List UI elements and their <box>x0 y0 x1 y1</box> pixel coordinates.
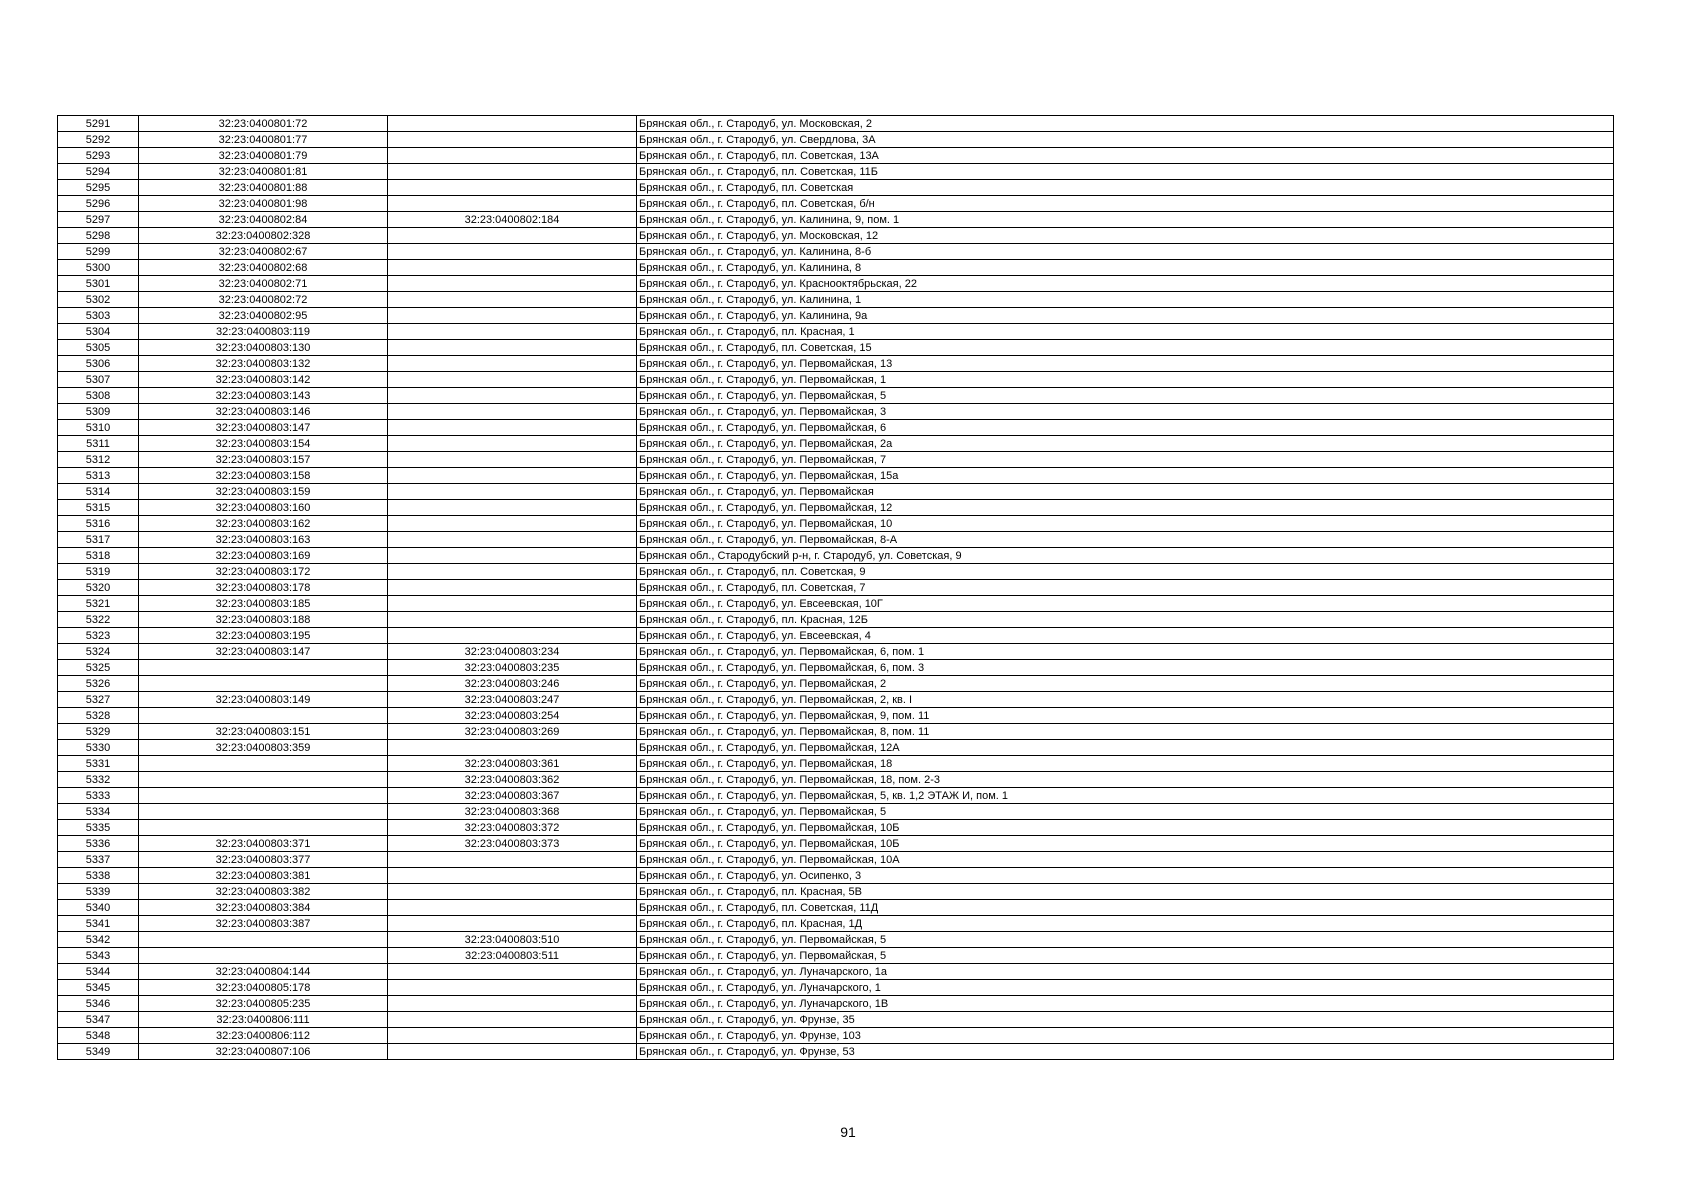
building-number-cell: 32:23:0400803:373 <box>388 836 637 852</box>
table-row <box>58 660 1614 676</box>
building-number-cell: 32:23:0400803:246 <box>388 676 637 692</box>
cadastral-number-cell <box>139 676 388 692</box>
cadastral-number-cell: 32:23:0400803:384 <box>139 900 388 916</box>
address-cell: Брянская обл., г. Стародуб, ул. Первомайская, 2 <box>637 676 1614 692</box>
address-cell: Брянская обл., г. Стародуб, ул. Первомайская, 2а <box>637 436 1614 452</box>
building-number-cell <box>388 564 637 580</box>
building-number-cell <box>388 452 637 468</box>
table-row <box>58 148 1614 164</box>
building-number-cell <box>388 308 637 324</box>
cadastral-number-cell: 32:23:0400803:119 <box>139 324 388 340</box>
row-number-cell: 5302 <box>58 292 139 308</box>
table-row <box>58 1012 1614 1028</box>
row-number-cell: 5324 <box>58 644 139 660</box>
building-number-cell: 32:23:0400803:511 <box>388 948 637 964</box>
address-cell: Брянская обл., г. Стародуб, ул. Калинина, 8 <box>637 260 1614 276</box>
building-number-cell <box>388 244 637 260</box>
building-number-cell: 32:23:0400803:269 <box>388 724 637 740</box>
address-cell: Брянская обл., г. Стародуб, ул. Первомайская, 13 <box>637 356 1614 372</box>
table-row <box>58 692 1614 708</box>
row-number-cell: 5303 <box>58 308 139 324</box>
building-number-cell <box>388 164 637 180</box>
address-cell: Брянская обл., г. Стародуб, ул. Евсеевская, 4 <box>637 628 1614 644</box>
row-number-cell: 5305 <box>58 340 139 356</box>
row-number-cell: 5333 <box>58 788 139 804</box>
cadastral-number-cell: 32:23:0400801:98 <box>139 196 388 212</box>
table-row <box>58 740 1614 756</box>
table-row <box>58 500 1614 516</box>
address-cell: Брянская обл., г. Стародуб, ул. Калинина, 9, пом. 1 <box>637 212 1614 228</box>
building-number-cell <box>388 484 637 500</box>
table-row <box>58 788 1614 804</box>
cadastral-number-cell: 32:23:0400802:328 <box>139 228 388 244</box>
building-number-cell <box>388 324 637 340</box>
address-cell: Брянская обл., г. Стародуб, ул. Первомайская, 18, пом. 2-3 <box>637 772 1614 788</box>
row-number-cell: 5318 <box>58 548 139 564</box>
cadastral-number-cell: 32:23:0400801:79 <box>139 148 388 164</box>
address-cell: Брянская обл., г. Стародуб, пл. Красная, 12Б <box>637 612 1614 628</box>
cadastral-number-cell: 32:23:0400803:132 <box>139 356 388 372</box>
address-cell: Брянская обл., г. Стародуб, ул. Фрунзе, 35 <box>637 1012 1614 1028</box>
cadastral-number-cell <box>139 788 388 804</box>
table-row <box>58 340 1614 356</box>
cadastral-number-cell: 32:23:0400803:146 <box>139 404 388 420</box>
cadastral-number-cell: 32:23:0400806:111 <box>139 1012 388 1028</box>
row-number-cell: 5331 <box>58 756 139 772</box>
cadastral-number-cell: 32:23:0400803:178 <box>139 580 388 596</box>
building-number-cell <box>388 1044 637 1060</box>
table-row <box>58 676 1614 692</box>
cadastral-number-cell: 32:23:0400803:160 <box>139 500 388 516</box>
building-number-cell <box>388 148 637 164</box>
table-row <box>58 836 1614 852</box>
table-row <box>58 772 1614 788</box>
address-cell: Брянская обл., г. Стародуб, пл. Красная, 1Д <box>637 916 1614 932</box>
row-number-cell: 5317 <box>58 532 139 548</box>
address-cell: Брянская обл., г. Стародуб, ул. Луначарского, 1 <box>637 980 1614 996</box>
table-row <box>58 868 1614 884</box>
cadastral-number-cell: 32:23:0400803:157 <box>139 452 388 468</box>
address-cell: Брянская обл., г. Стародуб, ул. Первомайская, 5, кв. 1,2 ЭТАЖ И, пом. 1 <box>637 788 1614 804</box>
registry-table-body <box>58 116 1614 1060</box>
table-row <box>58 372 1614 388</box>
table-row <box>58 436 1614 452</box>
building-number-cell <box>388 388 637 404</box>
address-cell: Брянская обл., г. Стародуб, ул. Осипенко, 3 <box>637 868 1614 884</box>
row-number-cell: 5294 <box>58 164 139 180</box>
address-cell: Брянская обл., г. Стародуб, ул. Первомайская, 5 <box>637 388 1614 404</box>
address-cell: Брянская обл., г. Стародуб, ул. Первомайская, 9, пом. 11 <box>637 708 1614 724</box>
table-row <box>58 116 1614 132</box>
address-cell: Брянская обл., г. Стародуб, ул. Первомайская, 10Б <box>637 836 1614 852</box>
building-number-cell <box>388 596 637 612</box>
table-row <box>58 852 1614 868</box>
cadastral-number-cell <box>139 932 388 948</box>
building-number-cell: 32:23:0400803:247 <box>388 692 637 708</box>
cadastral-number-cell: 32:23:0400802:68 <box>139 260 388 276</box>
row-number-cell: 5323 <box>58 628 139 644</box>
building-number-cell <box>388 404 637 420</box>
building-number-cell <box>388 292 637 308</box>
row-number-cell: 5298 <box>58 228 139 244</box>
row-number-cell: 5327 <box>58 692 139 708</box>
row-number-cell: 5301 <box>58 276 139 292</box>
table-row <box>58 228 1614 244</box>
cadastral-number-cell <box>139 772 388 788</box>
building-number-cell <box>388 916 637 932</box>
address-cell: Брянская обл., г. Стародуб, ул. Первомайская, 1 <box>637 372 1614 388</box>
address-cell: Брянская обл., г. Стародуб, пл. Советская, 15 <box>637 340 1614 356</box>
table-row <box>58 388 1614 404</box>
table-row <box>58 900 1614 916</box>
table-row <box>58 324 1614 340</box>
address-cell: Брянская обл., г. Стародуб, пл. Советская, 11Б <box>637 164 1614 180</box>
address-cell: Брянская обл., г. Стародуб, ул. Первомайская, 10Б <box>637 820 1614 836</box>
building-number-cell <box>388 628 637 644</box>
cadastral-number-cell <box>139 708 388 724</box>
row-number-cell: 5326 <box>58 676 139 692</box>
address-cell: Брянская обл., г. Стародуб, ул. Первомайская, 2, кв. I <box>637 692 1614 708</box>
cadastral-number-cell: 32:23:0400803:188 <box>139 612 388 628</box>
cadastral-number-cell: 32:23:0400803:172 <box>139 564 388 580</box>
address-cell: Брянская обл., г. Стародуб, ул. Луначарского, 1а <box>637 964 1614 980</box>
address-cell: Брянская обл., г. Стародуб, ул. Свердлова, 3А <box>637 132 1614 148</box>
table-row <box>58 596 1614 612</box>
building-number-cell <box>388 1028 637 1044</box>
row-number-cell: 5347 <box>58 1012 139 1028</box>
row-number-cell: 5299 <box>58 244 139 260</box>
building-number-cell: 32:23:0400802:184 <box>388 212 637 228</box>
table-row <box>58 196 1614 212</box>
cadastral-number-cell: 32:23:0400803:151 <box>139 724 388 740</box>
table-row <box>58 164 1614 180</box>
row-number-cell: 5292 <box>58 132 139 148</box>
building-number-cell <box>388 468 637 484</box>
building-number-cell <box>388 852 637 868</box>
cadastral-number-cell: 32:23:0400801:81 <box>139 164 388 180</box>
address-cell: Брянская обл., г. Стародуб, ул. Калинина, 8-б <box>637 244 1614 260</box>
table-row <box>58 276 1614 292</box>
address-cell: Брянская обл., г. Стародуб, ул. Первомайская, 5 <box>637 804 1614 820</box>
cadastral-number-cell: 32:23:0400805:235 <box>139 996 388 1012</box>
address-cell: Брянская обл., г. Стародуб, ул. Первомайская, 15а <box>637 468 1614 484</box>
building-number-cell: 32:23:0400803:361 <box>388 756 637 772</box>
row-number-cell: 5313 <box>58 468 139 484</box>
address-cell: Брянская обл., г. Стародуб, ул. Евсеевская, 10Г <box>637 596 1614 612</box>
table-row <box>58 516 1614 532</box>
cadastral-number-cell: 32:23:0400801:72 <box>139 116 388 132</box>
table-row <box>58 292 1614 308</box>
building-number-cell <box>388 612 637 628</box>
cadastral-number-cell: 32:23:0400803:163 <box>139 532 388 548</box>
row-number-cell: 5307 <box>58 372 139 388</box>
cadastral-number-cell: 32:23:0400803:381 <box>139 868 388 884</box>
address-cell: Брянская обл., г. Стародуб, ул. Первомайская, 12А <box>637 740 1614 756</box>
building-number-cell <box>388 228 637 244</box>
table-row <box>58 132 1614 148</box>
cadastral-number-cell <box>139 948 388 964</box>
building-number-cell <box>388 1012 637 1028</box>
row-number-cell: 5314 <box>58 484 139 500</box>
building-number-cell <box>388 436 637 452</box>
building-number-cell <box>388 372 637 388</box>
address-cell: Брянская обл., г. Стародуб, ул. Первомайская, 10 <box>637 516 1614 532</box>
address-cell: Брянская обл., г. Стародуб, пл. Советская, 11Д <box>637 900 1614 916</box>
cadastral-number-cell: 32:23:0400803:195 <box>139 628 388 644</box>
cadastral-number-cell: 32:23:0400803:359 <box>139 740 388 756</box>
building-number-cell <box>388 548 637 564</box>
cadastral-number-cell: 32:23:0400802:71 <box>139 276 388 292</box>
table-row <box>58 244 1614 260</box>
address-cell: Брянская обл., г. Стародуб, ул. Луначарского, 1В <box>637 996 1614 1012</box>
building-number-cell: 32:23:0400803:510 <box>388 932 637 948</box>
address-cell: Брянская обл., Стародубский р-н, г. Стародуб, ул. Советская, 9 <box>637 548 1614 564</box>
row-number-cell: 5310 <box>58 420 139 436</box>
address-cell: Брянская обл., г. Стародуб, ул. Фрунзе, 103 <box>637 1028 1614 1044</box>
cadastral-number-cell <box>139 820 388 836</box>
address-cell: Брянская обл., г. Стародуб, пл. Советская, б/н <box>637 196 1614 212</box>
building-number-cell <box>388 116 637 132</box>
row-number-cell: 5334 <box>58 804 139 820</box>
row-number-cell: 5345 <box>58 980 139 996</box>
building-number-cell <box>388 516 637 532</box>
row-number-cell: 5322 <box>58 612 139 628</box>
table-row <box>58 468 1614 484</box>
cadastral-number-cell: 32:23:0400803:162 <box>139 516 388 532</box>
row-number-cell: 5348 <box>58 1028 139 1044</box>
address-cell: Брянская обл., г. Стародуб, ул. Московская, 12 <box>637 228 1614 244</box>
row-number-cell: 5336 <box>58 836 139 852</box>
row-number-cell: 5315 <box>58 500 139 516</box>
cadastral-number-cell: 32:23:0400802:67 <box>139 244 388 260</box>
row-number-cell: 5343 <box>58 948 139 964</box>
cadastral-number-cell: 32:23:0400803:159 <box>139 484 388 500</box>
table-row <box>58 484 1614 500</box>
cadastral-number-cell: 32:23:0400803:149 <box>139 692 388 708</box>
address-cell: Брянская обл., г. Стародуб, ул. Первомайская, 10А <box>637 852 1614 868</box>
address-cell: Брянская обл., г. Стародуб, ул. Первомайская, 18 <box>637 756 1614 772</box>
building-number-cell <box>388 500 637 516</box>
table-row <box>58 916 1614 932</box>
address-cell: Брянская обл., г. Стародуб, ул. Первомайская, 12 <box>637 500 1614 516</box>
table-row <box>58 260 1614 276</box>
address-cell: Брянская обл., г. Стародуб, ул. Калинина, 9а <box>637 308 1614 324</box>
table-row <box>58 644 1614 660</box>
row-number-cell: 5304 <box>58 324 139 340</box>
table-row <box>58 404 1614 420</box>
registry-table <box>57 115 1614 1060</box>
table-row <box>58 420 1614 436</box>
table-row <box>58 708 1614 724</box>
row-number-cell: 5300 <box>58 260 139 276</box>
cadastral-number-cell: 32:23:0400803:185 <box>139 596 388 612</box>
cadastral-number-cell: 32:23:0400803:169 <box>139 548 388 564</box>
building-number-cell <box>388 180 637 196</box>
row-number-cell: 5309 <box>58 404 139 420</box>
cadastral-number-cell: 32:23:0400803:147 <box>139 420 388 436</box>
cadastral-number-cell: 32:23:0400803:147 <box>139 644 388 660</box>
cadastral-number-cell <box>139 756 388 772</box>
cadastral-number-cell: 32:23:0400801:88 <box>139 180 388 196</box>
address-cell: Брянская обл., г. Стародуб, ул. Первомайская, 8-А <box>637 532 1614 548</box>
address-cell: Брянская обл., г. Стародуб, ул. Первомайская, 7 <box>637 452 1614 468</box>
building-number-cell <box>388 260 637 276</box>
table-row <box>58 724 1614 740</box>
address-cell: Брянская обл., г. Стародуб, ул. Фрунзе, 53 <box>637 1044 1614 1060</box>
table-row <box>58 628 1614 644</box>
building-number-cell <box>388 420 637 436</box>
cadastral-number-cell: 32:23:0400805:178 <box>139 980 388 996</box>
cadastral-number-cell: 32:23:0400803:158 <box>139 468 388 484</box>
table-row <box>58 804 1614 820</box>
page-number: 91 <box>840 1124 856 1140</box>
building-number-cell <box>388 884 637 900</box>
row-number-cell: 5341 <box>58 916 139 932</box>
address-cell: Брянская обл., г. Стародуб, пл. Советская, 9 <box>637 564 1614 580</box>
row-number-cell: 5325 <box>58 660 139 676</box>
cadastral-number-cell: 32:23:0400803:382 <box>139 884 388 900</box>
table-row <box>58 884 1614 900</box>
cadastral-number-cell <box>139 660 388 676</box>
address-cell: Брянская обл., г. Стародуб, ул. Первомайская, 6, пом. 3 <box>637 660 1614 676</box>
address-cell: Брянская обл., г. Стародуб, ул. Первомайская, 8, пом. 11 <box>637 724 1614 740</box>
cadastral-number-cell: 32:23:0400803:130 <box>139 340 388 356</box>
row-number-cell: 5319 <box>58 564 139 580</box>
table-row <box>58 180 1614 196</box>
table-row <box>58 308 1614 324</box>
cadastral-number-cell <box>139 804 388 820</box>
row-number-cell: 5296 <box>58 196 139 212</box>
row-number-cell: 5306 <box>58 356 139 372</box>
row-number-cell: 5342 <box>58 932 139 948</box>
address-cell: Брянская обл., г. Стародуб, ул. Первомайская, 6 <box>637 420 1614 436</box>
building-number-cell: 32:23:0400803:254 <box>388 708 637 724</box>
table-row <box>58 452 1614 468</box>
row-number-cell: 5332 <box>58 772 139 788</box>
table-row <box>58 548 1614 564</box>
building-number-cell <box>388 964 637 980</box>
table-row <box>58 580 1614 596</box>
address-cell: Брянская обл., г. Стародуб, ул. Первомайская, 5 <box>637 932 1614 948</box>
cadastral-number-cell: 32:23:0400802:84 <box>139 212 388 228</box>
address-cell: Брянская обл., г. Стародуб, ул. Первомайская <box>637 484 1614 500</box>
row-number-cell: 5339 <box>58 884 139 900</box>
address-cell: Брянская обл., г. Стародуб, ул. Краснооктябрьская, 22 <box>637 276 1614 292</box>
building-number-cell <box>388 356 637 372</box>
building-number-cell <box>388 132 637 148</box>
row-number-cell: 5308 <box>58 388 139 404</box>
row-number-cell: 5328 <box>58 708 139 724</box>
table-row <box>58 948 1614 964</box>
row-number-cell: 5338 <box>58 868 139 884</box>
building-number-cell <box>388 980 637 996</box>
address-cell: Брянская обл., г. Стародуб, ул. Московская, 2 <box>637 116 1614 132</box>
cadastral-number-cell: 32:23:0400803:142 <box>139 372 388 388</box>
table-row <box>58 356 1614 372</box>
cadastral-number-cell: 32:23:0400803:143 <box>139 388 388 404</box>
row-number-cell: 5330 <box>58 740 139 756</box>
row-number-cell: 5312 <box>58 452 139 468</box>
address-cell: Брянская обл., г. Стародуб, пл. Красная, 5В <box>637 884 1614 900</box>
building-number-cell <box>388 580 637 596</box>
cadastral-number-cell: 32:23:0400802:95 <box>139 308 388 324</box>
building-number-cell <box>388 868 637 884</box>
address-cell: Брянская обл., г. Стародуб, ул. Первомайская, 5 <box>637 948 1614 964</box>
row-number-cell: 5295 <box>58 180 139 196</box>
address-cell: Брянская обл., г. Стародуб, ул. Калинина, 1 <box>637 292 1614 308</box>
row-number-cell: 5321 <box>58 596 139 612</box>
table-row <box>58 212 1614 228</box>
building-number-cell <box>388 340 637 356</box>
cadastral-number-cell: 32:23:0400801:77 <box>139 132 388 148</box>
address-cell: Брянская обл., г. Стародуб, ул. Первомайская, 6, пом. 1 <box>637 644 1614 660</box>
cadastral-number-cell: 32:23:0400803:154 <box>139 436 388 452</box>
address-cell: Брянская обл., г. Стародуб, пл. Советская, 13А <box>637 148 1614 164</box>
row-number-cell: 5329 <box>58 724 139 740</box>
cadastral-number-cell: 32:23:0400807:106 <box>139 1044 388 1060</box>
cadastral-number-cell: 32:23:0400803:377 <box>139 852 388 868</box>
table-row <box>58 564 1614 580</box>
row-number-cell: 5320 <box>58 580 139 596</box>
address-cell: Брянская обл., г. Стародуб, ул. Первомайская, 3 <box>637 404 1614 420</box>
table-row <box>58 756 1614 772</box>
row-number-cell: 5349 <box>58 1044 139 1060</box>
building-number-cell: 32:23:0400803:362 <box>388 772 637 788</box>
address-cell: Брянская обл., г. Стародуб, пл. Красная, 1 <box>637 324 1614 340</box>
row-number-cell: 5337 <box>58 852 139 868</box>
cadastral-number-cell: 32:23:0400803:387 <box>139 916 388 932</box>
building-number-cell: 32:23:0400803:372 <box>388 820 637 836</box>
row-number-cell: 5346 <box>58 996 139 1012</box>
table-row <box>58 996 1614 1012</box>
table-row <box>58 1028 1614 1044</box>
building-number-cell: 32:23:0400803:234 <box>388 644 637 660</box>
table-row <box>58 1044 1614 1060</box>
building-number-cell <box>388 532 637 548</box>
row-number-cell: 5344 <box>58 964 139 980</box>
row-number-cell: 5316 <box>58 516 139 532</box>
building-number-cell <box>388 740 637 756</box>
row-number-cell: 5340 <box>58 900 139 916</box>
building-number-cell: 32:23:0400803:367 <box>388 788 637 804</box>
building-number-cell: 32:23:0400803:368 <box>388 804 637 820</box>
row-number-cell: 5297 <box>58 212 139 228</box>
row-number-cell: 5311 <box>58 436 139 452</box>
table-row <box>58 532 1614 548</box>
building-number-cell <box>388 276 637 292</box>
table-row <box>58 964 1614 980</box>
cadastral-number-cell: 32:23:0400802:72 <box>139 292 388 308</box>
building-number-cell: 32:23:0400803:235 <box>388 660 637 676</box>
cadastral-number-cell: 32:23:0400804:144 <box>139 964 388 980</box>
cadastral-number-cell: 32:23:0400806:112 <box>139 1028 388 1044</box>
building-number-cell <box>388 996 637 1012</box>
table-row <box>58 820 1614 836</box>
row-number-cell: 5291 <box>58 116 139 132</box>
row-number-cell: 5335 <box>58 820 139 836</box>
building-number-cell <box>388 196 637 212</box>
address-cell: Брянская обл., г. Стародуб, пл. Советская, 7 <box>637 580 1614 596</box>
table-row <box>58 932 1614 948</box>
table-row <box>58 612 1614 628</box>
table-row <box>58 980 1614 996</box>
cadastral-number-cell: 32:23:0400803:371 <box>139 836 388 852</box>
building-number-cell <box>388 900 637 916</box>
address-cell: Брянская обл., г. Стародуб, пл. Советская <box>637 180 1614 196</box>
row-number-cell: 5293 <box>58 148 139 164</box>
